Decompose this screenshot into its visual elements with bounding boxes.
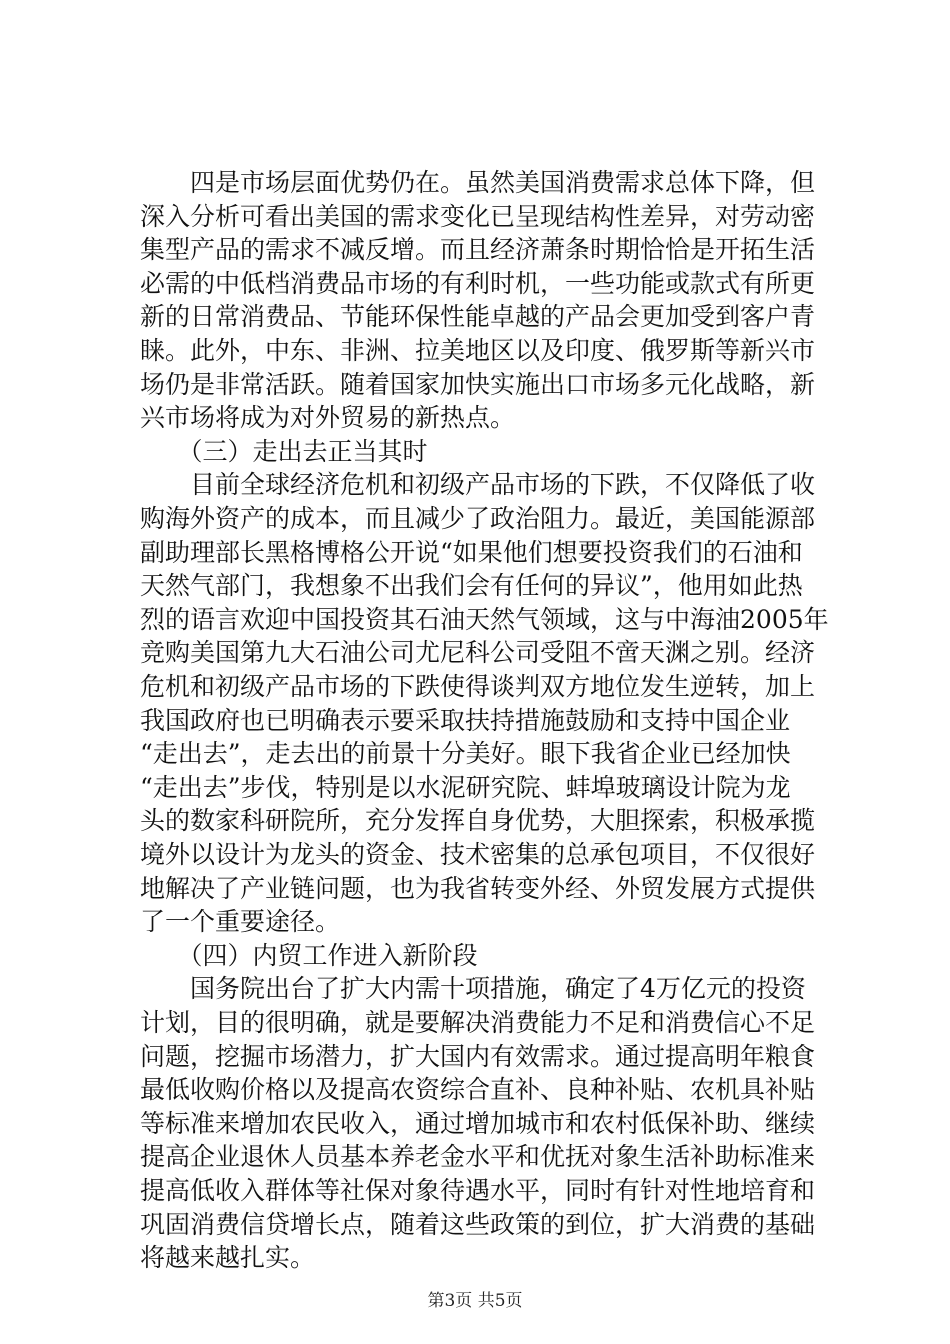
text-line: 烈的语言欢迎中国投资其石油天然气领域，这与中海油2005年 bbox=[140, 604, 829, 634]
text-line: 头的数家科研院所，充分发挥自身优势，大胆探索，积极承揽 bbox=[140, 806, 816, 836]
text-line: “走出去”步伐，特别是以水泥研究院、蚌埠玻璃设计院为龙 bbox=[140, 772, 791, 802]
text-line: 提高低收入群体等社保对象待遇水平，同时有针对性地培育和 bbox=[140, 1176, 816, 1205]
text-line: 睐。此外，中东、非洲、拉美地区以及印度、俄罗斯等新兴市 bbox=[140, 336, 816, 365]
text-line: 将越来越扎实。 bbox=[140, 1243, 316, 1273]
text-line: （三）走出去正当其时 bbox=[140, 436, 428, 466]
text-line: 地解决了产业链问题，也为我省转变外经、外贸发展方式提供 bbox=[140, 873, 816, 903]
text-line: 了一个重要途径。 bbox=[140, 907, 341, 937]
text-line: 深入分析可看出美国的需求变化已呈现结构性差异，对劳动密 bbox=[140, 201, 816, 231]
text-line: 国务院出台了扩大内需十项措施，确定了4万亿元的投资 bbox=[140, 974, 806, 1004]
text-line: 必需的中低档消费品市场的有利时机，一些功能或款式有所更 bbox=[140, 268, 816, 298]
text-line: 危机和初级产品市场的下跌使得谈判双方地位发生逆转，加上 bbox=[140, 672, 816, 701]
text-line: 竞购美国第九大石油公司尤尼科公司受阻不啻天渊之别。经济 bbox=[140, 638, 816, 668]
text-line: 巩固消费信贷增长点，随着这些政策的到位，扩大消费的基础 bbox=[140, 1209, 816, 1239]
text-line: 目前全球经济危机和初级产品市场的下跌，不仅降低了收 bbox=[140, 470, 816, 500]
text-line: 问题，挖掘市场潜力，扩大国内有效需求。通过提高明年粮食 bbox=[140, 1041, 816, 1071]
text-line: 场仍是非常活跃。随着国家加快实施出口市场多元化战略，新 bbox=[140, 369, 816, 399]
text-line: 境外以设计为龙头的资金、技术密集的总承包项目，不仅很好 bbox=[140, 840, 816, 869]
text-line: 我国政府也已明确表示要采取扶持措施鼓励和支持中国企业 bbox=[140, 705, 791, 735]
text-line: 新的日常消费品、节能环保性能卓越的产品会更加受到客户青 bbox=[140, 302, 816, 332]
text-line: “走出去”，走去出的前景十分美好。眼下我省企业已经加快 bbox=[140, 739, 791, 769]
text-line: 天然气部门，我想象不出我们会有任何的异议”，他用如此热 bbox=[140, 571, 803, 601]
text-line: 等标准来增加农民收入，通过增加城市和农村低保补助、继续 bbox=[140, 1108, 816, 1138]
text-line: 最低收购价格以及提高农资综合直补、良种补贴、农机具补贴 bbox=[140, 1075, 816, 1105]
page-footer: 第3页 共5页 bbox=[427, 1291, 523, 1311]
text-line: 购海外资产的成本，而且减少了政治阻力。最近，美国能源部 bbox=[140, 504, 816, 533]
text-line: 集型产品的需求不减反增。而且经济萧条时期恰恰是开拓生活 bbox=[140, 235, 816, 265]
text-line: 计划，目的很明确，就是要解决消费能力不足和消费信心不足 bbox=[140, 1008, 816, 1037]
text-line: （四）内贸工作进入新阶段 bbox=[140, 940, 478, 970]
text-line: 四是市场层面优势仍在。虽然美国消费需求总体下降，但 bbox=[140, 168, 816, 197]
text-line: 提高企业退休人员基本养老金水平和优抚对象生活补助标准来 bbox=[140, 1142, 816, 1172]
text-line: 副助理部长黑格博格公开说“如果他们想要投资我们的石油和 bbox=[140, 537, 803, 567]
text-line: 兴市场将成为对外贸易的新热点。 bbox=[140, 403, 516, 433]
